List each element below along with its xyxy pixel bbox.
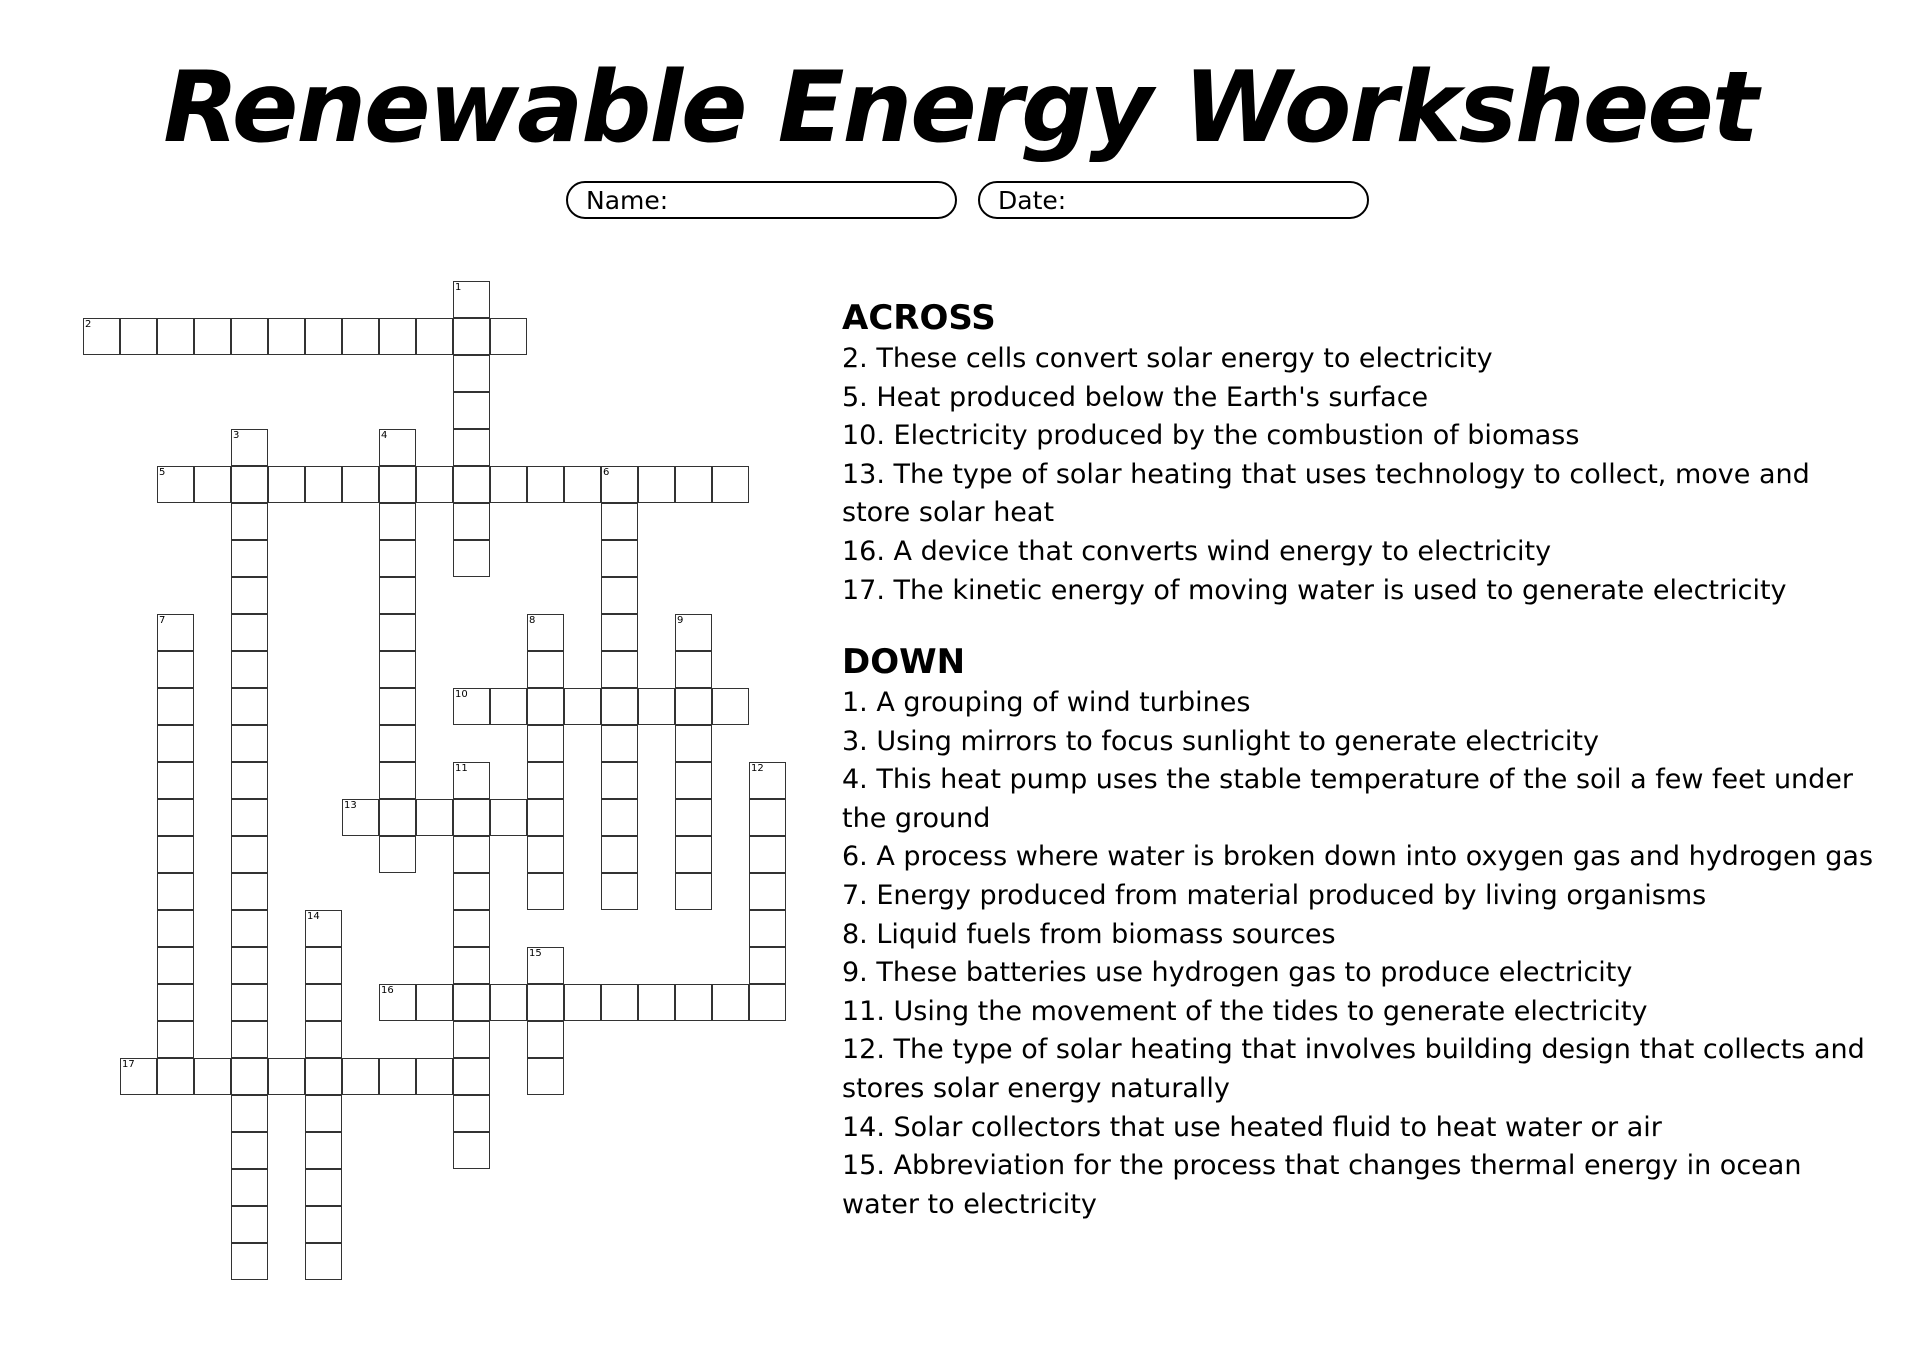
across-clue-list bbox=[842, 340, 1882, 610]
crossword-cell[interactable] bbox=[268, 1058, 305, 1095]
across-clues bbox=[842, 296, 1882, 610]
crossword-cell[interactable] bbox=[231, 503, 268, 540]
crossword-cell[interactable] bbox=[231, 577, 268, 614]
across-clue-16: 16. A device that converts wind energy to electricity bbox=[842, 535, 1552, 567]
crossword-cell[interactable] bbox=[601, 577, 638, 614]
crossword-cell[interactable] bbox=[157, 688, 194, 725]
name-label: Name: bbox=[586, 186, 669, 215]
across-clue-2: 2. These cells convert solar energy to electricity bbox=[842, 343, 1493, 374]
down-clue-14: 14. Solar collectors that use heated fluid to heat water or air bbox=[842, 1111, 1662, 1143]
crossword-cell[interactable] bbox=[379, 540, 416, 577]
crossword-cell[interactable] bbox=[231, 947, 268, 984]
crossword-cell[interactable] bbox=[453, 355, 490, 392]
crossword-cell[interactable] bbox=[157, 947, 194, 984]
worksheet-title: Renewable Energy Worksheet bbox=[163, 51, 1757, 165]
cell-number-8: 8 bbox=[529, 615, 536, 626]
crossword-cell[interactable] bbox=[379, 984, 416, 1021]
crossword-cell[interactable] bbox=[749, 836, 786, 873]
down-clue-7: 7. Energy produced from material produced by living organisms bbox=[842, 879, 1707, 911]
crossword-cell[interactable] bbox=[231, 910, 268, 947]
crossword-cell[interactable] bbox=[157, 910, 194, 947]
crossword-cell[interactable] bbox=[453, 1058, 490, 1095]
crossword-cell[interactable] bbox=[194, 1058, 231, 1095]
crossword-cell[interactable] bbox=[231, 1206, 268, 1243]
crossword-cell[interactable] bbox=[231, 799, 268, 836]
crossword-cell[interactable] bbox=[675, 725, 712, 762]
crossword-cell[interactable] bbox=[120, 318, 157, 355]
cell-number-11: 11 bbox=[455, 763, 468, 774]
crossword-cell[interactable] bbox=[453, 392, 490, 429]
crossword-cell[interactable] bbox=[564, 466, 601, 503]
crossword-cell[interactable] bbox=[490, 688, 527, 725]
crossword-cell[interactable] bbox=[601, 688, 638, 725]
crossword-cell[interactable] bbox=[157, 651, 194, 688]
across-clue-17: 17. The kinetic energy of moving water is used to generate electricity bbox=[842, 574, 1787, 606]
date-field[interactable] bbox=[978, 181, 1369, 219]
crossword-cell[interactable] bbox=[601, 984, 638, 1021]
crossword-cell[interactable] bbox=[342, 1058, 379, 1095]
crossword-cell[interactable] bbox=[564, 688, 601, 725]
cell-number-3: 3 bbox=[233, 430, 240, 441]
crossword-cell[interactable] bbox=[601, 799, 638, 836]
crossword-cell[interactable] bbox=[638, 466, 675, 503]
crossword-cell[interactable] bbox=[231, 429, 268, 466]
crossword-cell[interactable] bbox=[305, 910, 342, 947]
crossword-cell[interactable] bbox=[268, 466, 305, 503]
crossword-cell[interactable] bbox=[231, 725, 268, 762]
crossword-cell[interactable] bbox=[379, 1058, 416, 1095]
crossword-cell[interactable] bbox=[527, 984, 564, 1021]
crossword-cell[interactable] bbox=[601, 466, 638, 503]
crossword-cell[interactable] bbox=[675, 614, 712, 651]
across-clue-10: 10. Electricity produced by the combustion of biomass bbox=[842, 420, 1580, 452]
crossword-cell[interactable] bbox=[453, 688, 490, 725]
crossword-cell[interactable] bbox=[527, 1058, 564, 1095]
down-clue-8: 8. Liquid fuels from biomass sources bbox=[842, 918, 1336, 950]
crossword-cell[interactable] bbox=[379, 651, 416, 688]
crossword-cell[interactable] bbox=[231, 1021, 268, 1058]
crossword-cell[interactable] bbox=[490, 466, 527, 503]
crossword-cell[interactable] bbox=[675, 836, 712, 873]
crossword-cell[interactable] bbox=[305, 1132, 342, 1169]
down-clues bbox=[842, 640, 1882, 1224]
crossword-cell[interactable] bbox=[527, 762, 564, 799]
crossword-cell[interactable] bbox=[527, 688, 564, 725]
crossword-cell[interactable] bbox=[601, 540, 638, 577]
crossword-cell[interactable] bbox=[601, 614, 638, 651]
crossword-cell[interactable] bbox=[416, 799, 453, 836]
crossword-cell[interactable] bbox=[453, 873, 490, 910]
crossword-cell[interactable] bbox=[749, 910, 786, 947]
crossword-cell[interactable] bbox=[305, 984, 342, 1021]
crossword-cell[interactable] bbox=[749, 984, 786, 1021]
crossword-cell[interactable] bbox=[601, 873, 638, 910]
crossword-cell[interactable] bbox=[120, 1058, 157, 1095]
cell-number-12: 12 bbox=[751, 763, 764, 774]
crossword-cell[interactable] bbox=[379, 762, 416, 799]
crossword-cell[interactable] bbox=[416, 466, 453, 503]
crossword-cell[interactable] bbox=[157, 725, 194, 762]
cell-number-14: 14 bbox=[307, 911, 320, 922]
crossword-cell[interactable] bbox=[675, 984, 712, 1021]
crossword-cell[interactable] bbox=[564, 984, 601, 1021]
crossword-cell[interactable] bbox=[379, 429, 416, 466]
crossword-cell[interactable] bbox=[749, 947, 786, 984]
crossword-cell[interactable] bbox=[453, 1021, 490, 1058]
crossword-cell[interactable] bbox=[453, 799, 490, 836]
crossword-cell[interactable] bbox=[675, 799, 712, 836]
crossword-cell[interactable] bbox=[342, 466, 379, 503]
crossword-cell[interactable] bbox=[379, 725, 416, 762]
crossword-cell[interactable] bbox=[379, 318, 416, 355]
crossword-cell[interactable] bbox=[305, 466, 342, 503]
crossword-cell[interactable] bbox=[453, 466, 490, 503]
crossword-cell[interactable] bbox=[342, 799, 379, 836]
across-clue-13: 13. The type of solar heating that uses technology to collect, move and store solar heat bbox=[842, 458, 1810, 529]
crossword-cell[interactable] bbox=[157, 984, 194, 1021]
crossword-cell[interactable] bbox=[157, 1058, 194, 1095]
crossword-cell[interactable] bbox=[527, 836, 564, 873]
across-clue-5: 5. Heat produced below the Earth's surface bbox=[842, 381, 1429, 413]
crossword-cell[interactable] bbox=[194, 318, 231, 355]
crossword-cell[interactable] bbox=[305, 318, 342, 355]
crossword-cell[interactable] bbox=[231, 466, 268, 503]
crossword-cell[interactable] bbox=[453, 762, 490, 799]
cell-number-2: 2 bbox=[85, 319, 92, 330]
cell-number-4: 4 bbox=[381, 430, 388, 441]
down-clue-12: 12. The type of solar heating that involves building design that collects and stores solar energy naturally bbox=[842, 1034, 1865, 1104]
cell-number-16: 16 bbox=[381, 985, 394, 996]
crossword-cell[interactable] bbox=[305, 1206, 342, 1243]
crossword-cell[interactable] bbox=[194, 466, 231, 503]
crossword-cell[interactable] bbox=[416, 984, 453, 1021]
down-heading: DOWN bbox=[842, 642, 966, 682]
crossword-cell[interactable] bbox=[675, 873, 712, 910]
crossword-cell[interactable] bbox=[157, 836, 194, 873]
crossword-cell[interactable] bbox=[527, 466, 564, 503]
crossword-cell[interactable] bbox=[638, 984, 675, 1021]
crossword-cell[interactable] bbox=[157, 318, 194, 355]
crossword-cell[interactable] bbox=[712, 688, 749, 725]
crossword-cell[interactable] bbox=[675, 651, 712, 688]
crossword-cell[interactable] bbox=[453, 947, 490, 984]
crossword-cell[interactable] bbox=[231, 318, 268, 355]
crossword-cell[interactable] bbox=[490, 318, 527, 355]
crossword-cell[interactable] bbox=[231, 1132, 268, 1169]
cell-number-6: 6 bbox=[603, 467, 610, 478]
cell-number-1: 1 bbox=[455, 282, 462, 293]
crossword-cell[interactable] bbox=[675, 466, 712, 503]
crossword-cell[interactable] bbox=[527, 725, 564, 762]
crossword-cell[interactable] bbox=[379, 688, 416, 725]
crossword-cell[interactable] bbox=[157, 799, 194, 836]
crossword-cell[interactable] bbox=[638, 688, 675, 725]
crossword-cell[interactable] bbox=[231, 762, 268, 799]
crossword-cell[interactable] bbox=[231, 836, 268, 873]
crossword-cell[interactable] bbox=[416, 318, 453, 355]
crossword-cell[interactable] bbox=[601, 503, 638, 540]
crossword-cell[interactable] bbox=[231, 984, 268, 1021]
cell-number-17: 17 bbox=[122, 1059, 135, 1070]
crossword-cell[interactable] bbox=[712, 984, 749, 1021]
crossword-cell[interactable] bbox=[379, 466, 416, 503]
crossword-cell[interactable] bbox=[231, 1095, 268, 1132]
across-heading: ACROSS bbox=[842, 298, 996, 338]
crossword-cell[interactable] bbox=[305, 1058, 342, 1095]
crossword-cell[interactable] bbox=[231, 1058, 268, 1095]
crossword-cell[interactable] bbox=[453, 540, 490, 577]
crossword-cell[interactable] bbox=[527, 651, 564, 688]
crossword-cell[interactable] bbox=[453, 429, 490, 466]
crossword-cell[interactable] bbox=[157, 873, 194, 910]
crossword-cell[interactable] bbox=[453, 1132, 490, 1169]
crossword-cell[interactable] bbox=[675, 688, 712, 725]
crossword-cell[interactable] bbox=[83, 318, 120, 355]
down-clue-9: 9. These batteries use hydrogen gas to produce electricity bbox=[842, 957, 1633, 989]
cell-number-9: 9 bbox=[677, 615, 684, 626]
crossword-cell[interactable] bbox=[268, 318, 305, 355]
crossword-cell[interactable] bbox=[490, 984, 527, 1021]
crossword-cell[interactable] bbox=[453, 984, 490, 1021]
crossword-cell[interactable] bbox=[453, 281, 490, 318]
crossword-cell[interactable] bbox=[453, 1095, 490, 1132]
crossword-cell[interactable] bbox=[453, 503, 490, 540]
cell-number-10: 10 bbox=[455, 689, 468, 700]
crossword-cell[interactable] bbox=[379, 577, 416, 614]
crossword-cell[interactable] bbox=[379, 503, 416, 540]
crossword-cell[interactable] bbox=[675, 762, 712, 799]
down-clue-15: 15. Abbreviation for the process that changes thermal energy in ocean water to electricity bbox=[842, 1150, 1802, 1220]
crossword-cell[interactable] bbox=[749, 799, 786, 836]
crossword-cell[interactable] bbox=[527, 873, 564, 910]
crossword-cell[interactable] bbox=[231, 651, 268, 688]
crossword-cell[interactable] bbox=[157, 614, 194, 651]
cell-number-5: 5 bbox=[159, 467, 166, 478]
cell-number-7: 7 bbox=[159, 615, 166, 626]
crossword-cell[interactable] bbox=[527, 799, 564, 836]
crossword-cell[interactable] bbox=[527, 1021, 564, 1058]
crossword-cell[interactable] bbox=[601, 651, 638, 688]
crossword-cell[interactable] bbox=[453, 836, 490, 873]
down-clue-11: 11. Using the movement of the tides to generate electricity bbox=[842, 995, 1648, 1027]
crossword-cell[interactable] bbox=[379, 614, 416, 651]
down-clue-list bbox=[842, 684, 1882, 1224]
crossword-cell[interactable] bbox=[231, 1169, 268, 1206]
date-label: Date: bbox=[998, 186, 1067, 215]
crossword-cell[interactable] bbox=[157, 466, 194, 503]
crossword-cell[interactable] bbox=[749, 762, 786, 799]
crossword-cell[interactable] bbox=[305, 1021, 342, 1058]
down-clue-3: 3. Using mirrors to focus sunlight to generate electricity bbox=[842, 725, 1600, 757]
crossword-cell[interactable] bbox=[231, 873, 268, 910]
crossword-cell[interactable] bbox=[712, 466, 749, 503]
crossword-cell[interactable] bbox=[305, 1169, 342, 1206]
down-clue-6: 6. A process where water is broken down into oxygen gas and hydrogen gas bbox=[842, 841, 1874, 873]
crossword-cell[interactable] bbox=[379, 836, 416, 873]
down-clue-1: 1. A grouping of wind turbines bbox=[842, 687, 1251, 718]
date-input[interactable] bbox=[1100, 188, 1349, 212]
crossword-cell[interactable] bbox=[231, 614, 268, 651]
cell-number-13: 13 bbox=[344, 800, 357, 811]
crossword-cell[interactable] bbox=[601, 725, 638, 762]
down-clue-4: 4. This heat pump uses the stable temperature of the soil a few feet under the ground bbox=[842, 764, 1854, 834]
crossword-cell[interactable] bbox=[231, 688, 268, 725]
crossword-cell[interactable] bbox=[601, 762, 638, 799]
crossword-cell[interactable] bbox=[527, 614, 564, 651]
crossword-cell[interactable] bbox=[231, 1243, 268, 1280]
crossword-cell[interactable] bbox=[231, 540, 268, 577]
crossword-cell[interactable] bbox=[305, 947, 342, 984]
crossword-cell[interactable] bbox=[305, 1243, 342, 1280]
crossword-cell[interactable] bbox=[379, 799, 416, 836]
crossword-cell[interactable] bbox=[601, 836, 638, 873]
cell-number-15: 15 bbox=[529, 948, 542, 959]
crossword-cell[interactable] bbox=[527, 947, 564, 984]
crossword-cell[interactable] bbox=[157, 1021, 194, 1058]
crossword-cell[interactable] bbox=[453, 910, 490, 947]
crossword-cell[interactable] bbox=[453, 318, 490, 355]
crossword-cell[interactable] bbox=[749, 873, 786, 910]
crossword-cell[interactable] bbox=[342, 318, 379, 355]
crossword-cell[interactable] bbox=[305, 1095, 342, 1132]
crossword-cell[interactable] bbox=[490, 799, 527, 836]
crossword-cell[interactable] bbox=[157, 762, 194, 799]
crossword-cell[interactable] bbox=[416, 1058, 453, 1095]
crossword-grid bbox=[0, 0, 800, 1300]
